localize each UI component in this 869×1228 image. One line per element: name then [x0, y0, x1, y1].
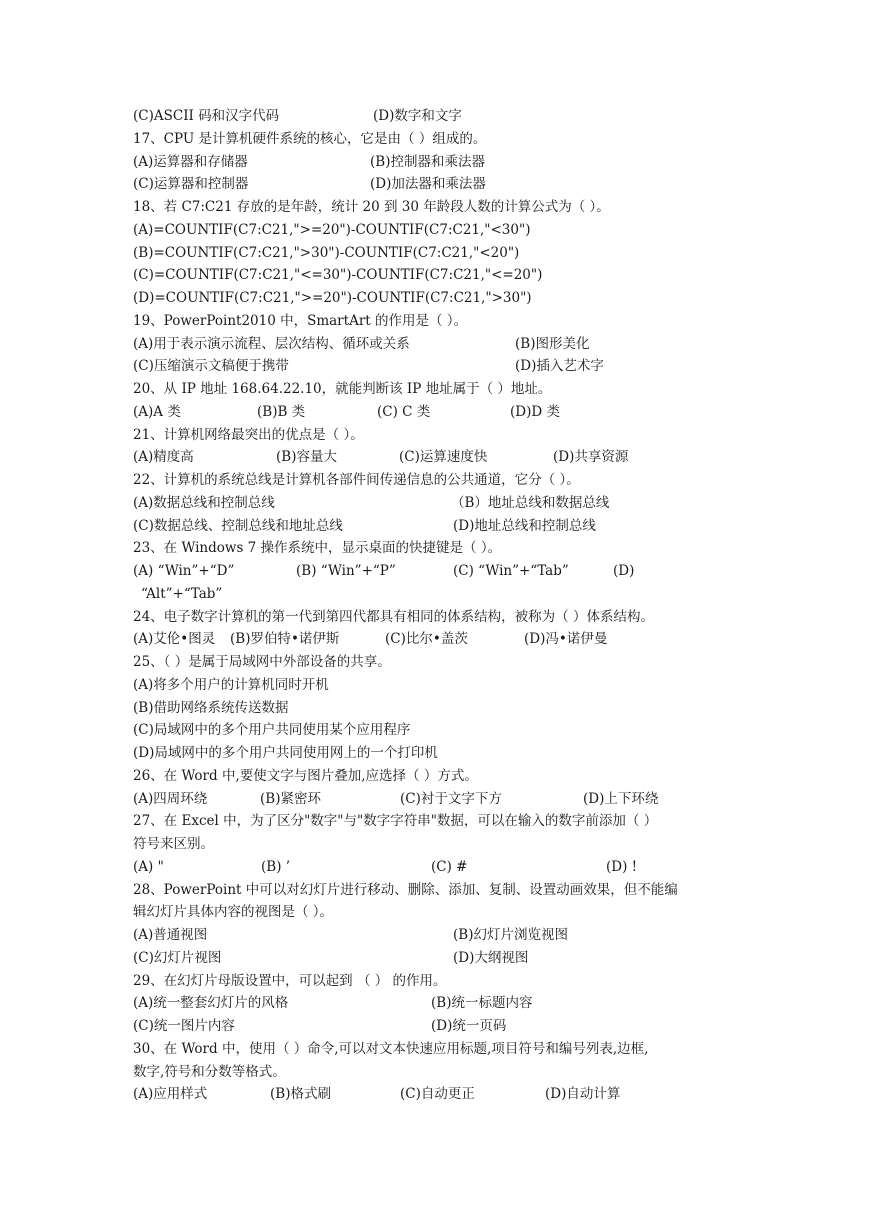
option-text: (A)精度高	[133, 449, 194, 466]
line-text: 17、CPU 是计算机硬件系统的核心，它是由（ ）组成的。	[133, 130, 487, 147]
line-text: (B)=COUNTIF(C7:C21,">30")-COUNTIF(C7:C21,"<20")	[133, 244, 520, 261]
text-line	[133, 788, 733, 811]
text-line	[133, 697, 733, 720]
option-text: (C) C 类	[377, 403, 431, 420]
option-text: (C)数据总线、控制总线和地址总线	[133, 517, 343, 534]
text-line	[133, 765, 733, 788]
text-line	[133, 628, 733, 651]
line-text: 25、（ ）是属于局域网中外部设备的共享。	[133, 654, 391, 670]
line-text: (B)借助网络系统传送数据	[133, 699, 289, 716]
text-line	[133, 492, 733, 515]
option-text: (D) !	[606, 858, 638, 875]
line-text: “Alt”+“Tab”	[141, 585, 223, 602]
line-text: 18、若 C7:C21 存放的是年龄，统计 20 到 30 年龄段人数的计算公式为（ ）。	[133, 199, 610, 215]
option-text: (C)幻灯片视图	[133, 949, 222, 966]
option-text: (D)大纲视图	[453, 949, 529, 966]
text-line	[133, 287, 733, 310]
line-text: 26、在 Word 中,要使文字与图片叠加,应选择（ ）方式。	[133, 767, 478, 784]
option-text: (C)自动更正	[400, 1086, 475, 1103]
line-text: 数字,符号和分数等格式。	[133, 1063, 286, 1080]
text-line	[133, 1038, 733, 1061]
line-text: (C)局域网中的多个用户共同使用某个应用程序	[133, 722, 411, 739]
line-text: (D)=COUNTIF(C7:C21,">=20")-COUNTIF(C7:C21,">30")	[133, 290, 532, 306]
option-text: (D)上下环绕	[583, 790, 659, 807]
text-line	[133, 310, 733, 333]
line-text: 29、在幻灯片母版设置中，可以起到 （ ） 的作用。	[133, 972, 447, 989]
line-text: 19、PowerPoint2010 中，SmartArt 的作用是（ ）。	[133, 312, 468, 329]
option-text: (D)	[613, 563, 635, 579]
text-line	[133, 606, 733, 629]
text-line	[133, 469, 733, 492]
question-list	[133, 105, 733, 1106]
line-text: (C)=COUNTIF(C7:C21,"<=30")-COUNTIF(C7:C21,"<=20")	[133, 267, 543, 284]
text-line	[133, 515, 733, 538]
line-text: 21、计算机网络最突出的优点是（ ）。	[133, 426, 364, 443]
line-text: 28、PowerPoint 中可以对幻灯片进行移动、删除、添加、复制、设置动画效果，但不能编	[133, 881, 678, 898]
option-text: (A)普通视图	[133, 927, 208, 943]
option-text: (B)格式刷	[270, 1086, 331, 1103]
option-text: (D)地址总线和控制总线	[453, 517, 596, 534]
option-text: (B)统一标题内容	[431, 995, 533, 1012]
option-text: (A)运算器和存储器	[133, 153, 248, 170]
option-text: (D)冯•诺伊曼	[524, 631, 608, 648]
option-text: (A)统一整套幻灯片的风格	[133, 995, 289, 1012]
text-line	[133, 173, 733, 196]
option-text: (B)B 类	[257, 403, 306, 420]
option-text: (A) “Win”+“D”	[133, 563, 235, 579]
text-line	[133, 970, 733, 993]
option-text: (B)容量大	[276, 449, 337, 466]
text-line	[133, 1061, 733, 1084]
text-line	[133, 219, 733, 242]
text-line	[133, 355, 733, 378]
text-line	[133, 196, 733, 219]
option-text: (C)统一图片内容	[133, 1018, 235, 1034]
text-line	[133, 924, 733, 947]
text-line	[133, 651, 733, 674]
line-text: 22、计算机的系统总线是计算机各部件间传递信息的公共通道，它分（ ）。	[133, 472, 580, 488]
option-text: (D)数字和文字	[373, 108, 462, 124]
text-line	[133, 992, 733, 1015]
line-text: 27、在 Excel 中，为了区分"数字"与"数字字符串"数据，可以在输入的数字前添加（ ）	[133, 813, 658, 830]
option-text: (B)控制器和乘法器	[370, 153, 485, 170]
line-text: 23、在 Windows 7 操作系统中，显示桌面的快捷键是（ ）。	[133, 540, 502, 557]
option-text: (C) “Win”+“Tab”	[453, 563, 569, 579]
text-line	[133, 742, 733, 765]
text-line	[133, 242, 733, 265]
text-line	[133, 151, 733, 174]
option-text: (B)幻灯片浏览视图	[453, 927, 568, 943]
option-text: (C) #	[431, 858, 468, 875]
option-text: (B) ’	[261, 858, 291, 875]
text-line	[133, 105, 733, 128]
text-line	[133, 1083, 733, 1106]
text-line	[133, 1015, 733, 1038]
text-line	[133, 719, 733, 742]
text-line	[133, 128, 733, 151]
option-text: (B)紧密环	[260, 790, 321, 807]
line-text: 辑幻灯片具体内容的视图是（ ）。	[133, 904, 334, 921]
option-text: (B)罗伯特•诺伊斯	[230, 631, 340, 648]
option-text: (B) “Win”+“P”	[296, 563, 396, 579]
line-text: 符号来区别。	[133, 836, 214, 852]
line-text: (A)=COUNTIF(C7:C21,">=20")-COUNTIF(C7:C21,"<30")	[133, 221, 531, 238]
option-text: (A)应用样式	[133, 1086, 208, 1103]
text-line	[133, 537, 733, 560]
text-line	[133, 401, 733, 424]
option-text: (C)ASCII 码和汉字代码	[133, 108, 280, 124]
option-text: (A)四周环绕	[133, 790, 208, 807]
option-text: (A) "	[133, 858, 164, 875]
option-text: (C)比尔•盖茨	[385, 631, 468, 648]
text-line	[133, 583, 733, 606]
option-text: (C)运算器和控制器	[133, 176, 249, 193]
option-text: （B）地址总线和数据总线	[451, 494, 610, 511]
option-text: (D)D 类	[510, 403, 560, 420]
text-line	[133, 856, 733, 879]
option-text: (D)加法器和乘法器	[370, 176, 486, 193]
option-text: (D)统一页码	[431, 1018, 507, 1034]
text-line	[133, 264, 733, 287]
option-text: (A)用于表示演示流程、层次结构、循环或关系	[133, 335, 410, 352]
option-text: (B)图形美化	[515, 335, 590, 352]
option-text: (A)艾伦•图灵	[133, 631, 216, 648]
text-line	[133, 378, 733, 401]
text-line	[133, 901, 733, 924]
line-text: 30、在 Word 中，使用（ ）命令,可以对文本快速应用标题,项目符号和编号列表,边框,	[133, 1040, 649, 1057]
text-line	[133, 560, 733, 583]
option-text: (C)运算速度快	[399, 449, 488, 466]
option-text: (D)自动计算	[545, 1086, 621, 1103]
text-line	[133, 424, 733, 447]
text-line	[133, 947, 733, 970]
option-text: (D)插入艺术字	[515, 358, 604, 375]
text-line	[133, 446, 733, 469]
line-text: 24、电子数字计算机的第一代到第四代都具有相同的体系结构，被称为（ ）体系结构。	[133, 608, 654, 625]
text-line	[133, 833, 733, 856]
line-text: 20、从 IP 地址 168.64.22.10，就能判断该 IP 地址属于（ ）地址。	[133, 381, 552, 397]
option-text: (C)衬于文字下方	[400, 790, 502, 807]
option-text: (A)A 类	[133, 403, 181, 420]
line-text: (A)将多个用户的计算机同时开机	[133, 676, 329, 693]
line-text: (D)局域网中的多个用户共同使用网上的一个打印机	[133, 745, 438, 761]
option-text: (C)压缩演示文稿便于携带	[133, 358, 289, 375]
text-line	[133, 674, 733, 697]
text-line	[133, 879, 733, 902]
option-text: (A)数据总线和控制总线	[133, 494, 275, 511]
text-line	[133, 810, 733, 833]
option-text: (D)共享资源	[553, 449, 629, 466]
text-line	[133, 333, 733, 356]
